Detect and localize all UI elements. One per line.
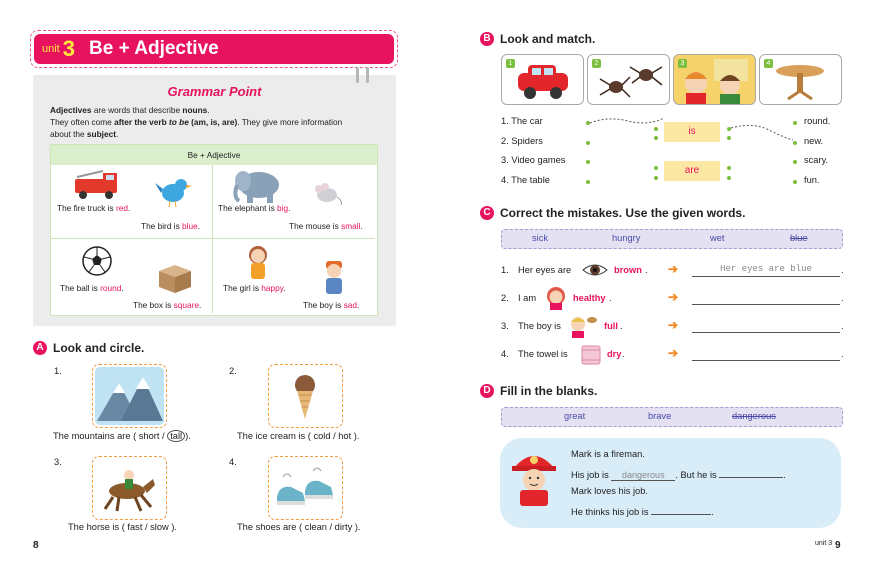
item-number: 3.: [54, 457, 62, 467]
example-sentence: The ball is round.: [60, 283, 124, 293]
arrow-icon: ➔: [668, 290, 679, 304]
story-line: Mark loves his job.: [571, 486, 648, 496]
wrong-word: healthy: [573, 293, 606, 303]
boy-icon: [321, 259, 347, 299]
pin-icon: [366, 67, 369, 83]
section-b-icon: B: [480, 32, 494, 46]
match-line: [729, 120, 795, 146]
example-sentence: The mouse is small.: [289, 221, 363, 231]
example-sentence: The elephant is big.: [218, 203, 291, 213]
picture-card: [759, 54, 842, 105]
word-bank-item: brave: [648, 411, 672, 421]
soccer-ball-icon: [81, 245, 113, 277]
match-subject: 2. Spiders: [501, 136, 543, 146]
word-bank-item: great: [564, 411, 586, 421]
word-bank-item: hungry: [612, 233, 641, 243]
story-line: Mark is a fireman.: [571, 449, 645, 459]
match-adjective: round.: [804, 116, 831, 126]
wrong-word: full: [604, 321, 618, 331]
unit-title-banner: [30, 30, 398, 68]
item-number: 2.: [501, 293, 509, 303]
match-dot[interactable]: [793, 141, 797, 145]
section-d-title: Fill in the blanks.: [500, 384, 598, 398]
item-number: 4.: [501, 349, 509, 359]
verb-box-is: is: [664, 122, 720, 142]
example-sentence: The fire truck is red.: [57, 203, 131, 213]
item-number: 1.: [54, 366, 62, 376]
page-number: 8: [33, 540, 39, 551]
example-table: [50, 144, 378, 316]
section-a-title: Look and circle.: [53, 341, 145, 355]
section-b-title: Look and match.: [500, 32, 596, 46]
section-c-icon: C: [480, 206, 494, 220]
horse-icon: [93, 457, 166, 519]
section-c-title: Correct the mistakes. Use the given words.: [500, 206, 746, 220]
period: .: [841, 293, 844, 303]
bird-icon: [155, 175, 193, 209]
card-number: 2: [592, 59, 601, 68]
item-number: 1.: [501, 265, 509, 275]
answer-line[interactable]: [692, 348, 840, 361]
card-number: 3: [678, 59, 687, 68]
grammar-point-title: Grammar Point: [167, 84, 262, 99]
fireman-icon: [510, 448, 558, 506]
mountains-icon: [93, 365, 166, 427]
item-number: 2.: [229, 366, 237, 376]
table-header: Be + Adjective: [51, 145, 377, 165]
picture-frame: [92, 364, 167, 428]
match-dot[interactable]: [793, 160, 797, 164]
match-dot[interactable]: [793, 121, 797, 125]
boy-eating-icon: [568, 312, 598, 338]
match-dot[interactable]: [654, 136, 658, 140]
grammar-point-box: [33, 75, 396, 326]
example-sentence: The box is square.: [133, 300, 202, 310]
unit-label: unit: [42, 43, 60, 55]
exercise-sentence: The mountains are ( short / tall ).: [53, 431, 191, 441]
wrong-word: brown: [614, 265, 642, 275]
exercise-sentence: The ice cream is ( cold / hot ).: [237, 431, 360, 441]
unit-number: 3: [62, 36, 75, 61]
box-icon: [155, 261, 195, 295]
pin-icon: [356, 67, 359, 83]
arrow-icon: ➔: [668, 318, 679, 332]
answer-line[interactable]: Her eyes are blue: [692, 264, 840, 277]
word-bank-item: wet: [710, 233, 725, 243]
word-bank-item-used: blue: [790, 233, 808, 243]
story-box: [500, 438, 841, 528]
section-a-icon: A: [33, 341, 47, 355]
match-dot[interactable]: [586, 160, 590, 164]
match-dot[interactable]: [727, 176, 731, 180]
answer-line[interactable]: [692, 292, 840, 305]
wrong-word: dry: [607, 349, 622, 359]
page-title: Be + Adjective: [89, 38, 219, 59]
elephant-icon: [231, 167, 287, 205]
match-dot[interactable]: [654, 166, 658, 170]
exercise-text: I am: [518, 293, 537, 303]
towel-icon: [579, 342, 603, 366]
match-dot[interactable]: [586, 141, 590, 145]
section-d-icon: D: [480, 384, 494, 398]
period: .: [841, 265, 844, 275]
circled-answer[interactable]: tall: [167, 430, 185, 442]
exercise-sentence: The horse is ( fast / slow ).: [68, 522, 178, 532]
exercise-text: The boy is: [518, 321, 561, 331]
word-bank-item-used: dangerous: [732, 411, 776, 421]
exercise-text: Her eyes are: [518, 265, 572, 275]
blank-input[interactable]: [719, 467, 783, 478]
word-bank: [501, 229, 843, 249]
mouse-icon: [311, 181, 345, 205]
match-dot[interactable]: [654, 176, 658, 180]
match-dot[interactable]: [654, 127, 658, 131]
word-bank: [501, 407, 843, 427]
example-sentence: The boy is sad.: [303, 300, 360, 310]
exercise-text: The towel is: [518, 349, 568, 359]
verb-box-are: are: [664, 161, 720, 181]
picture-card: [501, 54, 584, 105]
example-sentence: The bird is blue.: [141, 221, 201, 231]
eye-icon: [581, 260, 609, 280]
footer-unit: unit 3: [815, 540, 833, 547]
arrow-icon: ➔: [668, 262, 679, 276]
match-adjective: scary.: [804, 155, 829, 165]
period: .: [841, 321, 844, 331]
word-bank-item: sick: [532, 233, 549, 243]
period: .: [841, 349, 844, 359]
girl-icon: [243, 243, 273, 281]
example-sentence: The girl is happy.: [223, 283, 286, 293]
arrow-icon: ➔: [668, 346, 679, 360]
table-cell: [213, 165, 375, 239]
period: .: [609, 293, 612, 303]
story-line: He thinks his job is .: [571, 504, 714, 517]
shoes-icon: [269, 457, 342, 519]
ice-cream-icon: [269, 365, 342, 427]
picture-frame: [92, 456, 167, 520]
match-subject: 3. Video games: [501, 155, 566, 165]
match-dot[interactable]: [586, 180, 590, 184]
card-number: 4: [764, 59, 773, 68]
table-cell: [51, 239, 213, 313]
picture-frame: [268, 456, 343, 520]
period: .: [622, 349, 625, 359]
answer-line[interactable]: [692, 320, 840, 333]
blank-answer[interactable]: dangerous: [611, 470, 675, 481]
page-number: 9: [835, 540, 841, 551]
period: .: [645, 265, 648, 275]
picture-card: [673, 54, 756, 105]
period: .: [620, 321, 623, 331]
fire-truck-icon: [73, 167, 125, 201]
card-number: 1: [506, 59, 515, 68]
item-number: 4.: [229, 457, 237, 467]
match-adjective: fun.: [804, 175, 820, 185]
match-subject: 4. The table: [501, 175, 550, 185]
match-dot[interactable]: [793, 180, 797, 184]
match-adjective: new.: [804, 136, 824, 146]
blank-input[interactable]: [651, 504, 711, 515]
table-cell: [213, 239, 375, 313]
match-subject: 1. The car: [501, 116, 543, 126]
exercise-sentence: The shoes are ( clean / dirty ).: [237, 522, 361, 532]
girl-face-icon: [545, 286, 567, 310]
story-line: His job is dangerous . But he is .: [571, 467, 786, 481]
table-cell: [51, 165, 213, 239]
match-dot[interactable]: [727, 166, 731, 170]
grammar-explanation: Adjectives are words that describe nouns. They often come after the verb to be (am, is, are). They give more information about the subject.: [50, 105, 343, 139]
picture-frame: [268, 364, 343, 428]
item-number: 3.: [501, 321, 509, 331]
picture-card: [587, 54, 670, 105]
